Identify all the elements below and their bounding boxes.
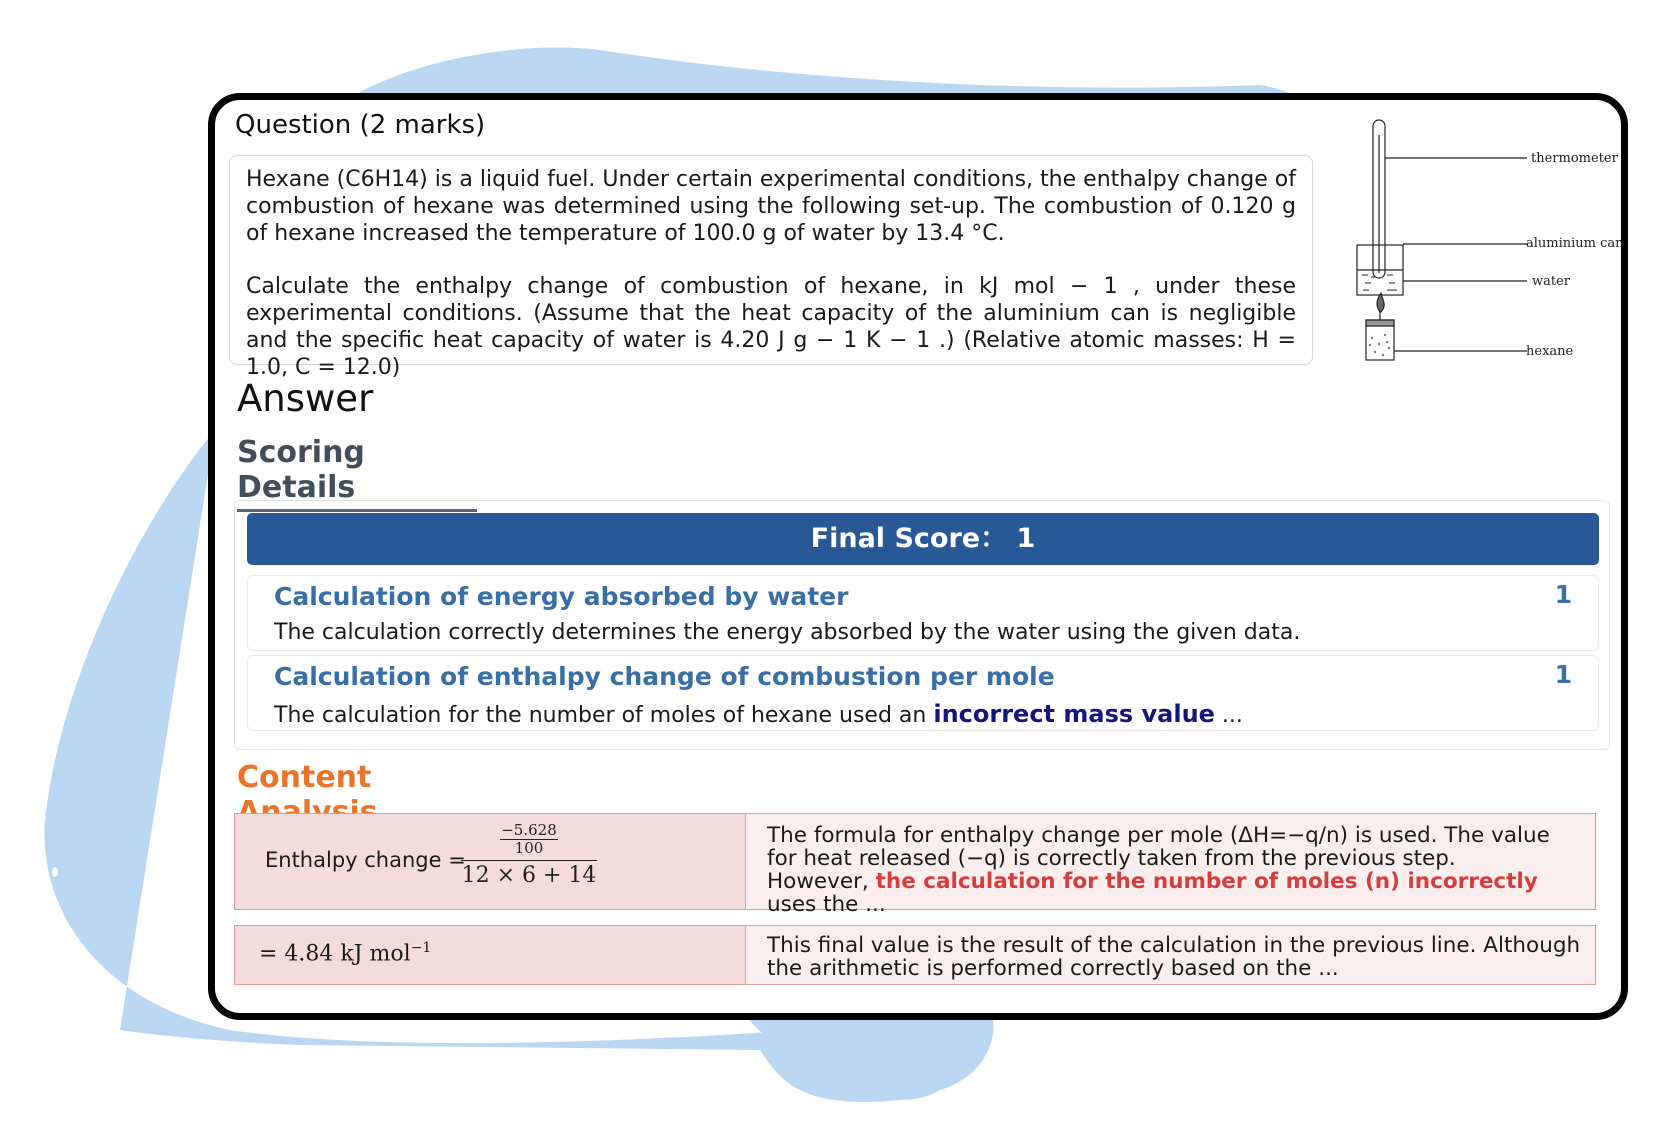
criterion-description: The calculation correctly determines the energy absorbed by the water using the given data. xyxy=(274,620,1301,645)
final-score-label: Final Score： xyxy=(810,523,1008,554)
analysis-row-1 xyxy=(234,813,1596,917)
criterion-highlight: incorrect mass value xyxy=(933,700,1215,728)
label-hexane: hexane xyxy=(1526,344,1574,359)
result-equation xyxy=(259,940,431,966)
comment-text: The formula for enthalpy change per mole (ΔH=−q/n) is used. The value for heat released (−q) is correctly taken from the previous step. xyxy=(767,823,1550,871)
criterion-name: Calculation of energy absorbed by water xyxy=(274,582,849,611)
label-aluminium-can: aluminium can xyxy=(1526,236,1624,251)
comment-text: uses the ... xyxy=(767,892,886,917)
main-denominator: 12 × 6 + 14 xyxy=(461,863,597,888)
question-title: Question (2 marks) xyxy=(235,110,486,140)
scoring-details-heading: Scoring Details xyxy=(237,435,477,512)
scoring-panel xyxy=(234,500,1610,750)
criterion-description-text: The calculation for the number of moles of hexane used an xyxy=(274,703,927,728)
analysis-comment-1 xyxy=(767,824,1582,916)
final-score-value: 1 xyxy=(1016,523,1036,554)
grading-card xyxy=(208,93,1628,1020)
analysis-comment-2: This final value is the result of the calculation in the previous line. Although the arithmetic is performed correctly based on the ... xyxy=(767,933,1581,981)
inner-denominator: 100 xyxy=(514,839,544,857)
content-analysis-heading: Content xyxy=(237,760,495,837)
criterion-energy-absorbed xyxy=(247,575,1599,651)
criterion-score: 1 xyxy=(1554,660,1572,689)
question-paragraph-2: Calculate the enthalpy change of combustion of hexane, in kJ mol − 1 , under these experimental conditions. (Assume that the heat capacity of the aluminium can is negligible and the specific heat capacity of water is 4.20 J g − 1 K − 1 .) (Relative atomic masses: H = 1.0, C = 12.0) xyxy=(246,274,1296,380)
analysis-equation-cell xyxy=(235,926,746,984)
inner-numerator: −5.628 xyxy=(501,821,557,839)
result-exponent: −1 xyxy=(410,940,432,956)
criterion-ellipsis: ... xyxy=(1221,703,1243,728)
apparatus-diagram xyxy=(1325,115,1625,375)
label-thermometer: thermometer xyxy=(1531,151,1618,166)
final-score-bar xyxy=(247,513,1599,565)
fraction xyxy=(461,822,597,891)
analysis-equation-cell xyxy=(235,814,746,909)
result-value: = 4.84 kJ mol xyxy=(259,941,411,967)
comment-text: However, xyxy=(767,869,869,894)
question-text-box xyxy=(229,155,1313,380)
criterion-description xyxy=(274,700,1243,728)
comment-highlight: the calculation for the number of moles (n) incorrectly xyxy=(875,869,1538,894)
criterion-score: 1 xyxy=(1554,580,1572,609)
criterion-enthalpy-per-mole xyxy=(247,655,1599,731)
equation-label: Enthalpy change = xyxy=(265,848,466,872)
criterion-name: Calculation of enthalpy change of combustion per mole xyxy=(274,662,1055,691)
question-paragraph-1: Hexane (C6H14) is a liquid fuel. Under certain experimental conditions, the enthalpy change of combustion of hexane was determined using the following set-up. The combustion of 0.120 g of hexane increased the temperature of 100.0 g of water by 13.4 °C. xyxy=(246,167,1296,246)
analysis-row-2 xyxy=(234,925,1596,985)
label-water: water xyxy=(1532,274,1571,289)
flame-shape xyxy=(1377,293,1384,312)
answer-heading: Answer xyxy=(237,377,374,420)
